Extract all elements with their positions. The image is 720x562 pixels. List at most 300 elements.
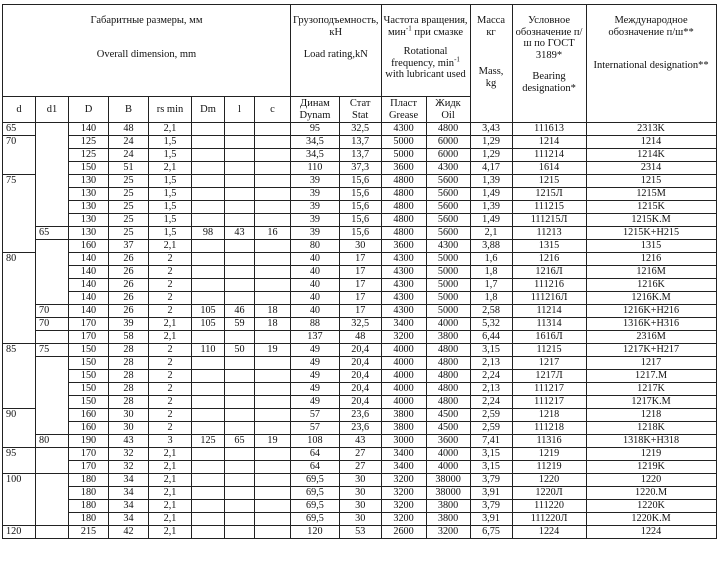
table-cell: 100 [3,474,36,487]
table-cell: 1318K+H318 [586,435,716,448]
table-cell [192,279,225,292]
table-cell: 39 [109,318,149,331]
table-cell: 49 [291,344,340,357]
table-cell: 110 [291,162,340,175]
table-cell: 15,6 [339,227,381,240]
table-cell: 2 [149,344,192,357]
table-cell [36,123,69,136]
table-cell: 11314 [512,318,586,331]
table-cell: 23,6 [339,422,381,435]
table-cell [225,513,255,526]
table-cell: 2,1 [149,240,192,253]
table-cell: 160 [69,409,109,422]
table-cell: 25 [109,227,149,240]
table-cell: 3800 [426,500,470,513]
table-cell: 20,4 [339,370,381,383]
table-cell: 1219 [586,448,716,461]
table-cell [255,331,291,344]
table-cell: 88 [291,318,340,331]
table-cell: 1218 [586,409,716,422]
table-cell: 98 [192,227,225,240]
table-cell: 180 [69,487,109,500]
table-cell [255,188,291,201]
bearing-designation-header [512,5,586,97]
table-cell: 2,1 [149,331,192,344]
table-cell: 59 [225,318,255,331]
table-cell: 34 [109,513,149,526]
table-cell: 2 [149,279,192,292]
table-cell: 111217 [512,383,586,396]
table-cell: 30 [109,422,149,435]
table-cell: 2316M [586,331,716,344]
table-cell: 1217K [586,383,716,396]
table-cell [255,357,291,370]
table-cell [255,422,291,435]
table-row [3,201,717,214]
table-cell: 2 [149,292,192,305]
table-cell: 125 [69,136,109,149]
table-cell: 1315 [586,240,716,253]
table-cell: 2600 [381,526,426,539]
table-cell: 5600 [426,175,470,188]
table-cell: 2,1 [149,526,192,539]
table-cell: 30 [339,500,381,513]
dims-ru-label: Габаритные размеры, мм [90,15,203,26]
table-cell: 27 [339,461,381,474]
table-cell: 3200 [381,487,426,500]
table-cell: 130 [69,175,109,188]
speed-en-label: Rotational frequency, $\min^{-1}$ with lubricant used [385,46,466,81]
table-cell: 28 [109,370,149,383]
table-row [3,175,717,188]
table-cell [36,500,69,513]
table-cell [36,383,69,396]
table-row [3,331,717,344]
table-cell [192,409,225,422]
table-cell: 3600 [381,240,426,253]
table-cell: 6000 [426,149,470,162]
table-cell: 5600 [426,214,470,227]
table-cell [255,240,291,253]
table-cell: 140 [69,266,109,279]
international-designation-header [586,5,716,97]
table-cell: 24 [109,149,149,162]
subheader-filler [512,97,586,123]
table-cell: 5000 [426,266,470,279]
table-row [3,279,717,292]
table-cell [36,474,69,487]
table-cell [192,487,225,500]
table-cell: 3,91 [470,513,512,526]
table-cell: 150 [69,370,109,383]
table-cell [3,162,36,175]
table-row [3,240,717,253]
table-cell: 24 [109,136,149,149]
table-row [3,266,717,279]
table-cell [3,513,36,526]
table-cell: 2,59 [470,422,512,435]
table-cell: 2,59 [470,409,512,422]
table-cell: 2 [149,422,192,435]
table-cell: 1220K [586,500,716,513]
table-cell: 111215 [512,201,586,214]
table-cell [36,448,69,461]
table-cell: 1315 [512,240,586,253]
table-cell [36,266,69,279]
table-cell [3,396,36,409]
table-cell: 20,4 [339,344,381,357]
table-cell: 3400 [381,448,426,461]
table-cell [225,201,255,214]
table-cell: 17 [339,292,381,305]
table-cell: 1220 [512,474,586,487]
table-cell: 3200 [381,474,426,487]
table-cell: 19 [255,435,291,448]
table-cell: 130 [69,214,109,227]
table-cell: 150 [69,162,109,175]
table-cell: 111215Л [512,214,586,227]
table-cell: 1,5 [149,175,192,188]
table-cell: 1216 [512,253,586,266]
table-cell [225,123,255,136]
table-cell: 51 [109,162,149,175]
table-cell: 4800 [426,357,470,370]
table-cell [225,162,255,175]
table-cell: 4800 [426,344,470,357]
table-cell: 3,15 [470,448,512,461]
table-cell: 5600 [426,227,470,240]
table-cell [255,448,291,461]
table-cell [3,201,36,214]
table-cell [36,487,69,500]
table-cell: 58 [109,331,149,344]
table-cell [225,396,255,409]
table-cell: 4800 [426,370,470,383]
table-cell [36,188,69,201]
table-cell: 140 [69,305,109,318]
table-cell: 43 [109,435,149,448]
table-cell [36,331,69,344]
table-cell [192,149,225,162]
subheader-D: D [69,97,109,123]
table-cell: 4300 [381,123,426,136]
table-cell: 4000 [381,357,426,370]
table-cell: 26 [109,305,149,318]
subheader-d1: d1 [36,97,69,123]
table-cell: 180 [69,513,109,526]
table-row [3,253,717,266]
table-cell: 48 [109,123,149,136]
subheader-oil-speed: Жидк Oil [426,97,470,123]
table-cell [36,513,69,526]
table-cell [225,266,255,279]
table-cell [225,240,255,253]
table-cell: 3800 [426,331,470,344]
subheader-row [3,97,717,123]
table-cell: 4800 [381,214,426,227]
table-row [3,318,717,331]
table-cell: 3200 [381,500,426,513]
subheader-l: l [225,97,255,123]
table-cell: 16 [255,227,291,240]
table-cell: 111217 [512,396,586,409]
table-cell: 39 [291,188,340,201]
table-cell: 49 [291,396,340,409]
table-cell: 111613 [512,123,586,136]
table-row [3,409,717,422]
mass-en-label: Mass, kg [478,66,504,89]
table-cell [225,149,255,162]
table-cell: 6,44 [470,331,512,344]
table-cell: 49 [291,357,340,370]
table-cell [192,175,225,188]
table-cell: 111220Л [512,513,586,526]
table-cell: 18 [255,305,291,318]
table-cell: 140 [69,123,109,136]
table-cell: 1224 [586,526,716,539]
table-cell: 1,29 [470,136,512,149]
table-cell [225,409,255,422]
table-cell: 1217K+H217 [586,344,716,357]
table-cell [36,461,69,474]
table-cell [36,526,69,539]
table-cell: 65 [225,435,255,448]
table-cell: 130 [69,201,109,214]
table-cell: 20,4 [339,357,381,370]
table-cell [255,279,291,292]
table-cell [255,149,291,162]
table-cell [255,461,291,474]
load-rating-header [291,5,382,97]
table-cell: 111216Л [512,292,586,305]
rotation-frequency-header [381,5,470,97]
table-cell: 5000 [381,136,426,149]
table-cell: 180 [69,474,109,487]
table-cell: 4300 [426,162,470,175]
table-cell: 4800 [381,188,426,201]
table-cell: 30 [339,240,381,253]
table-cell [225,279,255,292]
table-cell: 2 [149,253,192,266]
table-cell [36,357,69,370]
table-cell: 1217 [512,357,586,370]
mass-ru-label: Масса кг [476,15,506,38]
table-cell: 32,5 [339,318,381,331]
table-cell: 75 [3,175,36,188]
table-cell [225,253,255,266]
table-cell: 1216K [586,279,716,292]
table-cell [255,500,291,513]
table-cell [36,279,69,292]
table-cell: 25 [109,188,149,201]
table-row [3,305,717,318]
table-cell: 108 [291,435,340,448]
table-cell: 215 [69,526,109,539]
table-row [3,123,717,136]
table-cell: 170 [69,331,109,344]
table-cell: 17 [339,305,381,318]
table-cell: 2,13 [470,383,512,396]
table-cell: 1,49 [470,214,512,227]
table-cell: 170 [69,461,109,474]
table-cell: 64 [291,461,340,474]
table-cell: 11214 [512,305,586,318]
table-cell [225,461,255,474]
table-cell: 43 [225,227,255,240]
table-cell: 13,7 [339,136,381,149]
table-cell [3,240,36,253]
table-cell [255,136,291,149]
table-cell [36,409,69,422]
table-cell: 95 [291,123,340,136]
table-cell [192,123,225,136]
table-cell: 125 [69,149,109,162]
table-cell: 49 [291,383,340,396]
table-cell: 26 [109,279,149,292]
table-cell: 1224 [512,526,586,539]
table-cell: 1216K+H216 [586,305,716,318]
table-cell: 3400 [381,318,426,331]
table-cell: 48 [339,331,381,344]
table-cell: 1,8 [470,292,512,305]
table-cell: 5000 [426,253,470,266]
table-cell [36,175,69,188]
table-cell: 30 [109,409,149,422]
table-cell: 3800 [381,422,426,435]
table-cell: 15,6 [339,175,381,188]
table-cell [225,331,255,344]
speed-ru-label: Частота вращения, мин$^{-1}$ при смазке [383,15,468,38]
table-cell: 1,49 [470,188,512,201]
table-row [3,396,717,409]
table-cell [3,461,36,474]
table-cell: 111216 [512,279,586,292]
table-cell [225,526,255,539]
table-cell: 28 [109,357,149,370]
table-cell: 1,8 [470,266,512,279]
table-cell: 32 [109,448,149,461]
table-cell [255,162,291,175]
table-cell: 80 [36,435,69,448]
table-cell: 2,1 [149,162,192,175]
table-cell: 2 [149,383,192,396]
table-cell: 1,7 [470,279,512,292]
subheader-dm: Dm [192,97,225,123]
table-cell [255,396,291,409]
table-cell: 140 [69,253,109,266]
table-cell [192,396,225,409]
table-cell: 39 [291,175,340,188]
table-cell: 28 [109,383,149,396]
table-cell: 3 [149,435,192,448]
table-cell [3,383,36,396]
table-cell: 3,91 [470,487,512,500]
table-cell: 26 [109,266,149,279]
table-cell: 150 [69,357,109,370]
table-cell: 26 [109,253,149,266]
table-cell: 40 [291,279,340,292]
table-cell: 1,5 [149,149,192,162]
table-cell [3,266,36,279]
table-row [3,136,717,149]
table-cell: 50 [225,344,255,357]
table-cell: 5000 [426,292,470,305]
overall-dimension-header [3,5,291,97]
table-cell: 26 [109,292,149,305]
table-row [3,526,717,539]
table-row [3,227,717,240]
table-cell [255,474,291,487]
table-cell [3,318,36,331]
table-cell: 1216M [586,266,716,279]
table-cell: 1,29 [470,149,512,162]
table-cell [3,435,36,448]
table-cell [225,175,255,188]
table-cell: 2 [149,409,192,422]
table-cell: 64 [291,448,340,461]
table-row [3,292,717,305]
table-cell: 11215 [512,344,586,357]
table-cell: 85 [3,344,36,357]
table-cell: 1,5 [149,188,192,201]
table-cell: 20,4 [339,396,381,409]
table-cell: 4000 [426,461,470,474]
table-cell: 3,79 [470,500,512,513]
table-cell: 1220 [586,474,716,487]
table-cell: 170 [69,318,109,331]
table-cell: 39 [291,201,340,214]
table-cell: 1,5 [149,201,192,214]
table-cell: 160 [69,422,109,435]
subheader-d: d [3,97,36,123]
table-cell: 1219K [586,461,716,474]
table-cell: 37 [109,240,149,253]
table-row [3,214,717,227]
table-cell: 1214K [586,149,716,162]
subheader-B: B [109,97,149,123]
table-cell: 1215 [512,175,586,188]
table-cell: 25 [109,201,149,214]
table-cell [192,331,225,344]
table-cell: 160 [69,240,109,253]
table-cell: 4300 [381,292,426,305]
table-cell: 150 [69,344,109,357]
table-row [3,149,717,162]
table-cell: 3,88 [470,240,512,253]
table-cell [36,162,69,175]
table-cell [225,422,255,435]
table-cell: 34 [109,474,149,487]
table-cell: 3000 [381,435,426,448]
subheader-filler [586,97,716,123]
table-cell: 3800 [426,513,470,526]
table-cell: 4800 [426,123,470,136]
table-cell: 19 [255,344,291,357]
load-en-label: Load rating,kN [303,49,368,61]
table-cell: 2,1 [149,474,192,487]
table-cell [255,513,291,526]
table-cell: 180 [69,500,109,513]
table-cell: 1215K.M [586,214,716,227]
table-row [3,435,717,448]
table-row [3,370,717,383]
table-cell [225,487,255,500]
table-cell: 4300 [381,253,426,266]
table-cell: 1215Л [512,188,586,201]
subheader-rs-min: rs min [149,97,192,123]
table-cell [225,448,255,461]
table-cell: 11316 [512,435,586,448]
